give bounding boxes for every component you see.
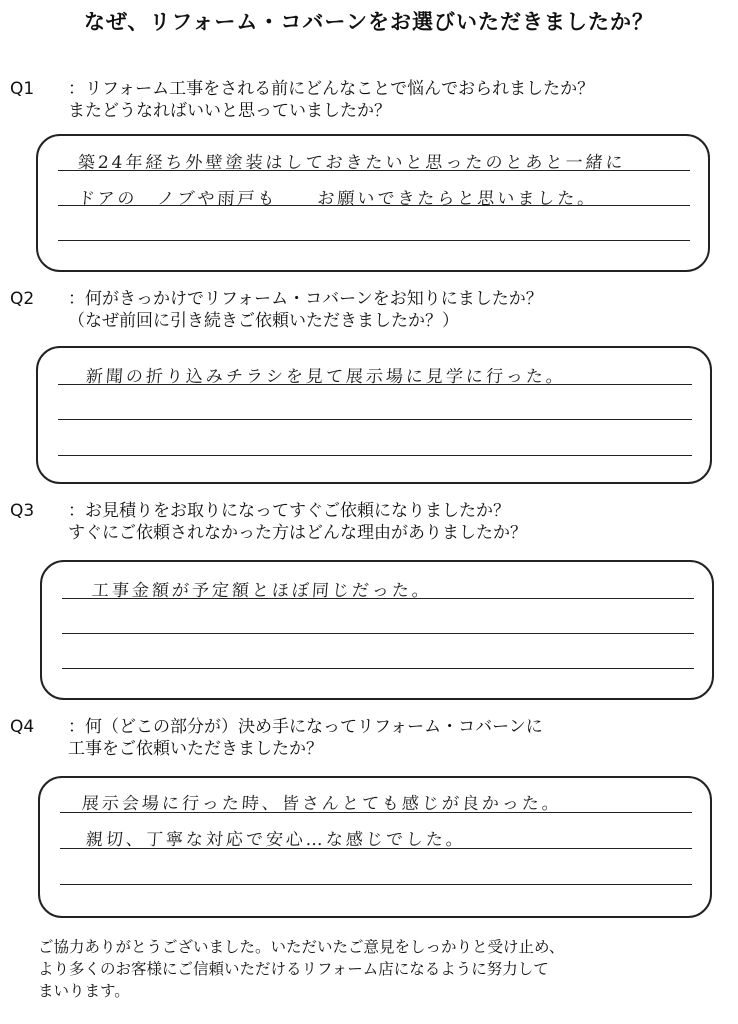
handwritten-answer: 展示会場に行った時、皆さんとても感じが良かった。	[81, 794, 563, 814]
question-text-line2: またどうなればいいと思っていましたか？	[68, 101, 391, 121]
handwritten-answer: ドアの ノブや雨戸も お願いできたらと思いました。	[77, 189, 599, 209]
question-1	[10, 78, 594, 122]
page-title: なぜ、リフォーム・コバーンをお選びいただきましたか？	[84, 10, 654, 34]
handwritten-answer: 築24年経ち外壁塗装はしておきたいと思ったのとあと一緒に	[77, 153, 627, 173]
question-4	[10, 716, 543, 760]
handwritten-answer: 親切、丁寧な対応で安心…な感じでした。	[85, 830, 467, 850]
question-text-line2: （なぜ前回に引き続きご依頼いただきましたか？）	[68, 311, 459, 331]
question-number: Q2	[10, 289, 35, 309]
question-text-line2: すぐにご依頼されなかった方はどんな理由がありましたか？	[68, 523, 527, 543]
question-2	[10, 288, 543, 332]
handwritten-answer: 新聞の折り込みチラシを見て展示場に見学に行った。	[85, 367, 567, 387]
question-text-line1: ：お見積りをお取りになってすぐご依頼になりましたか？	[68, 501, 510, 521]
closing-line: ご協力ありがとうございました。いただいたご意見をしっかりと受け止め、	[38, 938, 565, 956]
question-number: Q1	[10, 79, 35, 99]
handwritten-answer: 工事金額が予定額とほぼ同じだった。	[91, 581, 433, 601]
answer-rule	[58, 240, 690, 241]
question-text-line1: ：リフォーム工事をされる前にどんなことで悩んでおられましたか？	[68, 79, 595, 99]
answer-rule	[62, 668, 694, 669]
question-text-line1: ：何がきっかけでリフォーム・コバーンをお知りにましたか？	[68, 289, 543, 309]
closing-line: まいります。	[38, 982, 130, 1000]
answer-rule	[58, 419, 692, 420]
answer-rule	[62, 633, 694, 634]
answer-rule	[60, 884, 692, 885]
answer-rule	[58, 455, 692, 456]
question-3	[10, 500, 527, 544]
question-text-line2: 工事をご依頼いただきましたか？	[68, 739, 323, 759]
closing-line: より多くのお客様にご信頼いただけるリフォーム店になるように努力して	[38, 960, 549, 978]
closing-message	[38, 936, 564, 1002]
question-number: Q3	[10, 501, 35, 521]
question-number: Q4	[10, 717, 35, 737]
question-text-line1: ：何（どこの部分が）決め手になってリフォーム・コバーンに	[68, 717, 543, 737]
